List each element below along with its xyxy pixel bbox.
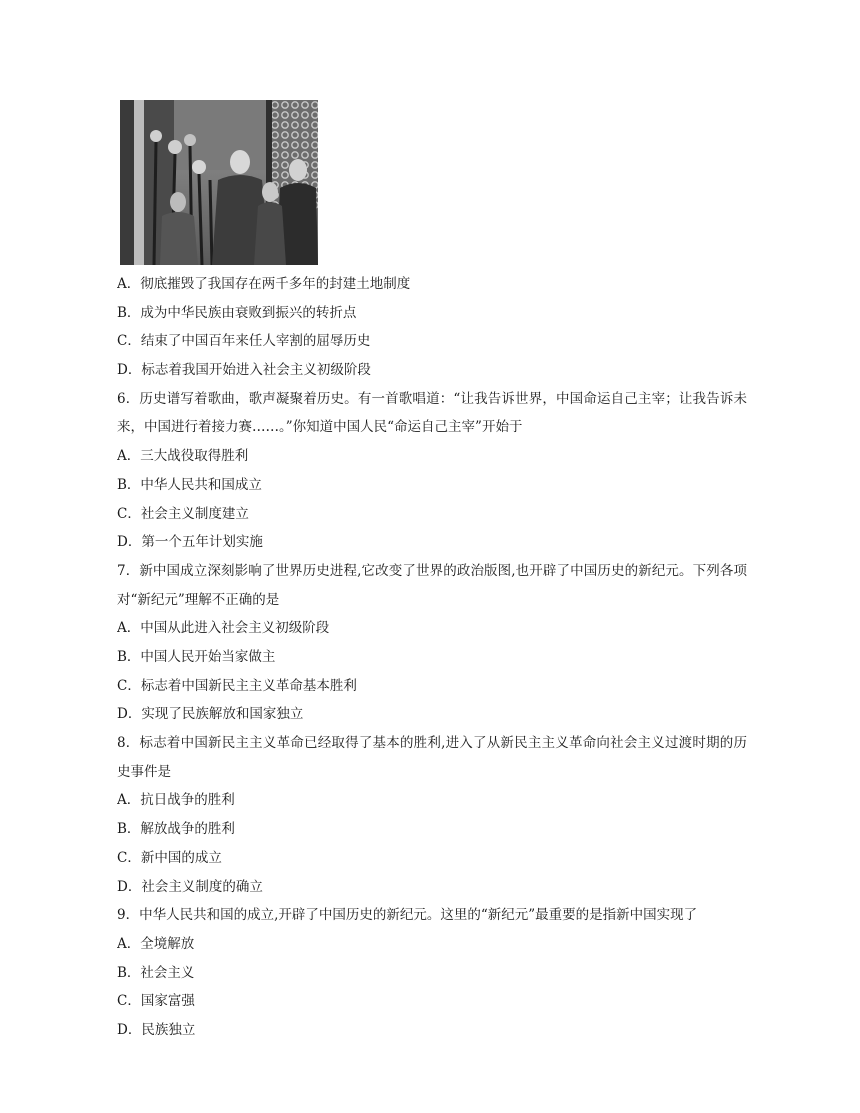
- option-c: C．社会主义制度建立: [117, 505, 249, 522]
- option-a: A．中国从此进入社会主义初级阶段: [117, 620, 330, 637]
- historical-photo-founding-ceremony-icon: [120, 100, 318, 265]
- option-d: D．第一个五年计划实施: [117, 534, 263, 551]
- question-stem: 7．新中国成立深刻影响了世界历史进程,它改变了世界的政治版图,也开辟了中国历史的新纪元。下列各项对“新纪元”理解不正确的是: [117, 562, 747, 608]
- question-block-8: [117, 729, 749, 901]
- option-a: A．三大战役取得胜利: [117, 448, 249, 465]
- question-stem: 6．历史谱写着歌曲，歌声凝聚着历史。有一首歌唱道：“让我告诉世界，中国命运自己主宰；让我告诉未来，中国进行着接力赛……。”你知道中国人民“命运自己主宰”开始于: [117, 390, 747, 436]
- option-b: B．中华人民共和国成立: [117, 476, 262, 493]
- question-block-6: [117, 385, 749, 557]
- option-d: D．社会主义制度的确立: [117, 878, 263, 895]
- option-a: A．全境解放: [117, 935, 195, 952]
- option-a: A．彻底摧毁了我国存在两千多年的封建土地制度: [117, 276, 411, 292]
- option-b: B．中国人民开始当家做主: [117, 649, 276, 665]
- question-block-9: [117, 901, 749, 1044]
- option-b: B．社会主义: [117, 964, 195, 981]
- question-list: [117, 270, 749, 1045]
- option-b: B．解放战争的胜利: [117, 821, 235, 838]
- question-block-7: [117, 557, 749, 729]
- option-c: C．结束了中国百年来任人宰割的屈辱历史: [117, 333, 371, 350]
- option-d: D．标志着我国开始进入社会主义初级阶段: [117, 362, 371, 379]
- option-d: D．民族独立: [117, 1021, 196, 1038]
- option-c: C．标志着中国新民主主义革命基本胜利: [117, 677, 357, 694]
- question-stem: 9．中华人民共和国的成立,开辟了中国历史的新纪元。这里的“新纪元”最重要的是指新中国实现了: [117, 907, 698, 924]
- option-b: B．成为中华民族由衰败到振兴的转折点: [117, 304, 357, 321]
- option-d: D．实现了民族解放和国家独立: [117, 706, 304, 723]
- question-stem: 8．标志着中国新民主主义革命已经取得了基本的胜利,进入了从新民主主义革命向社会主义过渡时期的历史事件是: [117, 735, 747, 780]
- question-block-5: [117, 270, 749, 385]
- option-c: C．新中国的成立: [117, 849, 222, 866]
- option-a: A．抗日战争的胜利: [117, 792, 235, 809]
- option-c: C．国家富强: [117, 993, 195, 1010]
- historical-photo: [120, 100, 318, 265]
